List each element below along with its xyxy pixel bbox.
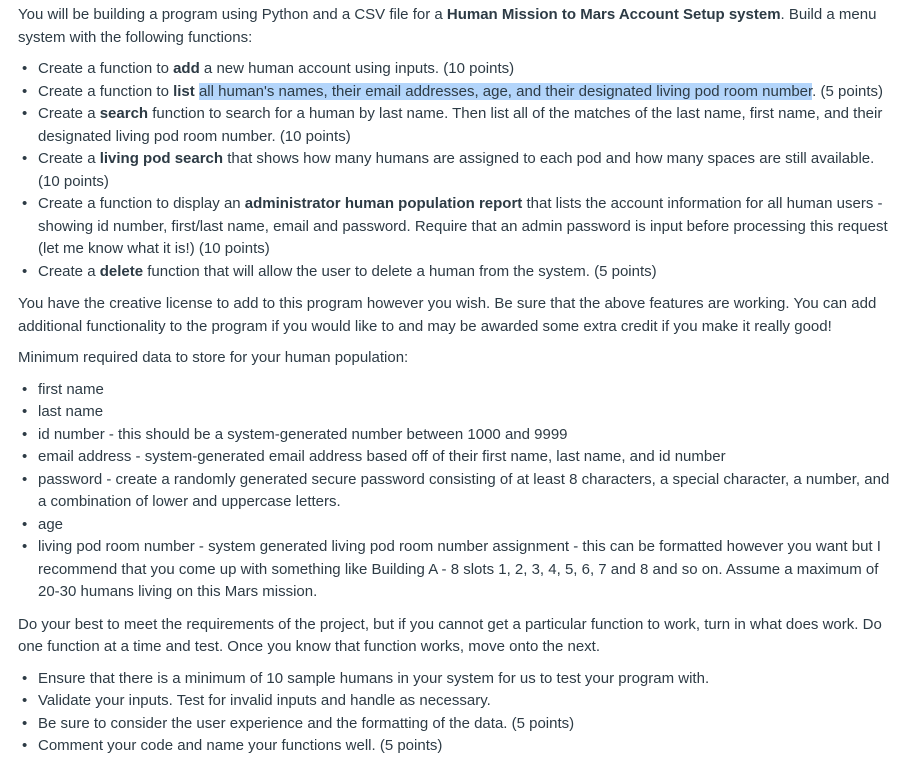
function-list: [18, 58, 895, 283]
list-item: • password - create a randomly generated secure password consisting of at least 8 characters, a special character, a number, and a combination of lower and uppercase letters.: [38, 469, 895, 514]
list-item: • email address - system-generated email address based off of their first name, last name, and id number: [38, 446, 895, 469]
list-item: • living pod room number - system generated living pod room number assignment - this can be formatted however you want but I recommend that you come up with something like Building A - 8 slots 1, 2, 3, 4, 5, 6, 7 and 8 and so on. Assume a maximum of 20-30 humans living on this Mars mission.: [38, 536, 895, 604]
list-item: • Ensure that there is a minimum of 10 sample humans in your system for us to test your program with.: [38, 668, 895, 691]
list-item: • Comment your code and name your functions well. (5 points): [38, 735, 895, 758]
data-heading: Minimum required data to store for your human population:: [18, 349, 409, 366]
license-paragraph: You have the creative license to add to this program however you wish. Be sure that the above features are working. You can add additional functionality to the program if you would like to and may be awarded some extra credit if you make it really good!: [18, 295, 877, 335]
list-item: • id number - this should be a system-generated number between 1000 and 9999: [38, 424, 895, 447]
list-item-delete: • Create a delete function that will allow the user to delete a human from the system. (5 points): [38, 261, 895, 284]
list-item-admin-report: • Create a function to display an administrator human population report that lists the account information for all human users - showing id number, first/last name, email and password. Require that an admin password is input before processing this request (let me know what it is!) (10 points): [38, 193, 895, 261]
intro-text: You will be building a program using Python and a CSV file for a: [18, 6, 447, 23]
list-item-list: • Create a function to list all human's names, their email addresses, age, and their designated living pod room number. (5 points): [38, 81, 895, 104]
list-item-pod-search: • Create a living pod search that shows how many humans are assigned to each pod and how many spaces are still available. (10 points): [38, 148, 895, 193]
list-item: • first name: [38, 379, 895, 402]
list-item-search: • Create a search function to search for a human by last name. Then list all of the matches of the last name, first name, and their designated living pod room number. (10 points): [38, 103, 895, 148]
data-list: [18, 379, 895, 604]
list-item: • Validate your inputs. Test for invalid inputs and handle as necessary.: [38, 690, 895, 713]
list-item: • age: [38, 514, 895, 537]
intro-paragraph: [18, 4, 895, 49]
list-item: • Be sure to consider the user experience and the formatting of the data. (5 points): [38, 713, 895, 736]
list-item-add: • Create a function to add a new human account using inputs. (10 points): [38, 58, 895, 81]
list-item: • last name: [38, 401, 895, 424]
best-effort-paragraph: Do your best to meet the requirements of the project, but if you cannot get a particular function to work, turn in what does work. Do one function at a time and test. Once you know that function works, move onto the next.: [18, 615, 882, 655]
intro-text-end: . Build a menu system with the following functions:: [18, 6, 877, 46]
selected-text[interactable]: all human's names, their email addresses, age, and their designated living pod room number: [198, 82, 813, 100]
system-name: Human Mission to Mars Account Setup system: [446, 6, 781, 23]
final-list: [18, 668, 895, 758]
